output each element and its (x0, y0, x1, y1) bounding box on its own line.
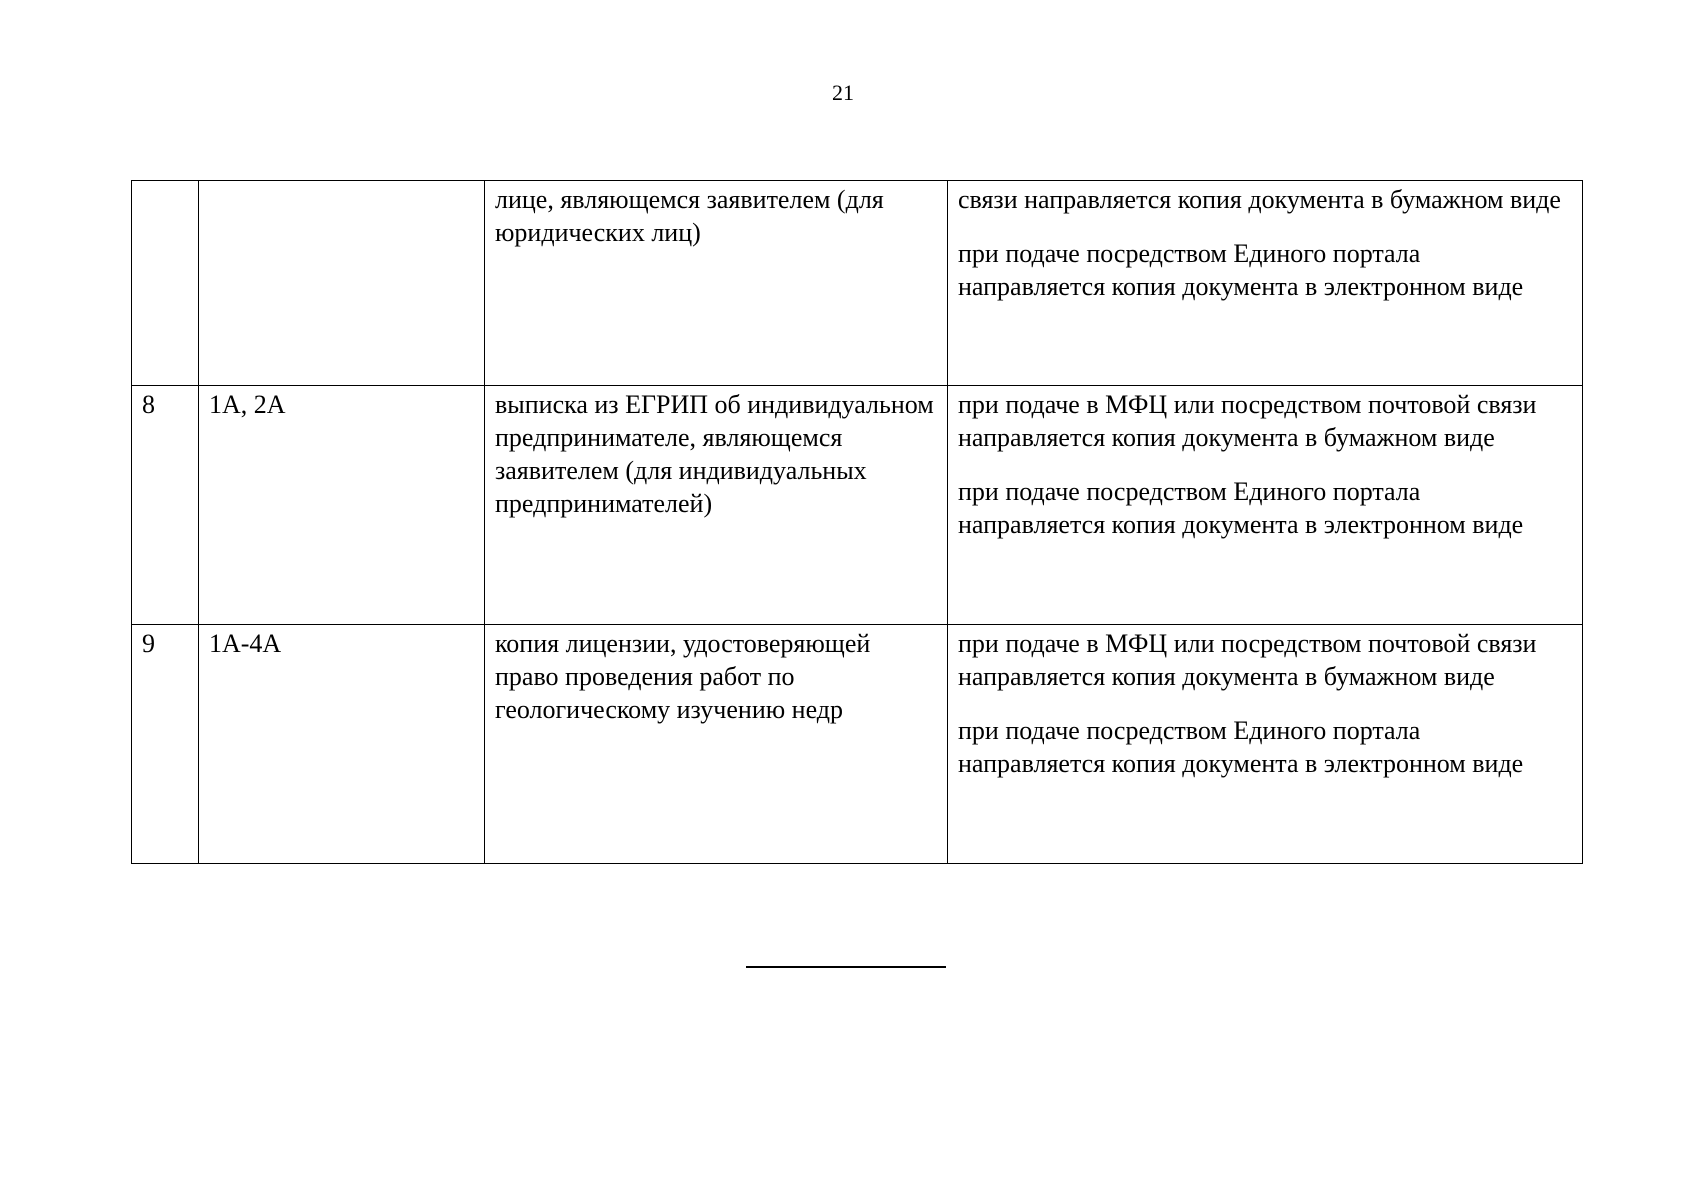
applicant-codes-cell: 1А-4А (199, 625, 485, 864)
method-paragraph: при подаче в МФЦ или посредством почтовой связи направляется копия документа в бумажном виде (958, 629, 1537, 691)
applicant-codes-cell: 1А, 2А (199, 386, 485, 625)
submission-method-cell (948, 181, 1583, 386)
document-name-cell: лице, являющемся заявителем (для юридических лиц) (485, 181, 948, 386)
submission-method-cell (948, 386, 1583, 625)
page-number: 21 (832, 80, 854, 105)
method-paragraph: связи направляется копия документа в бумажном виде (958, 185, 1561, 214)
document-name-cell: копия лицензии, удостоверяющей право проведения работ по геологическому изучению недр (485, 625, 948, 864)
documents-table (131, 180, 1583, 864)
row-number-cell: 9 (132, 625, 199, 864)
row-number-cell: 8 (132, 386, 199, 625)
closing-divider (746, 966, 946, 968)
row-number-cell (132, 181, 199, 386)
document-name-cell: выписка из ЕГРИП об индивидуальном предпринимателе, являющемся заявителем (для индивидуальных предпринимателей) (485, 386, 948, 625)
table-row (132, 625, 1583, 864)
method-paragraph: при подаче посредством Единого портала направляется копия документа в электронном виде (958, 239, 1524, 301)
method-paragraph: при подаче посредством Единого портала направляется копия документа в электронном виде (958, 477, 1524, 539)
table-row (132, 181, 1583, 386)
method-paragraph: при подаче в МФЦ или посредством почтовой связи направляется копия документа в бумажном виде (958, 390, 1537, 452)
table-row (132, 386, 1583, 625)
submission-method-cell (948, 625, 1583, 864)
method-paragraph: при подаче посредством Единого портала направляется копия документа в электронном виде (958, 716, 1524, 778)
applicant-codes-cell (199, 181, 485, 386)
